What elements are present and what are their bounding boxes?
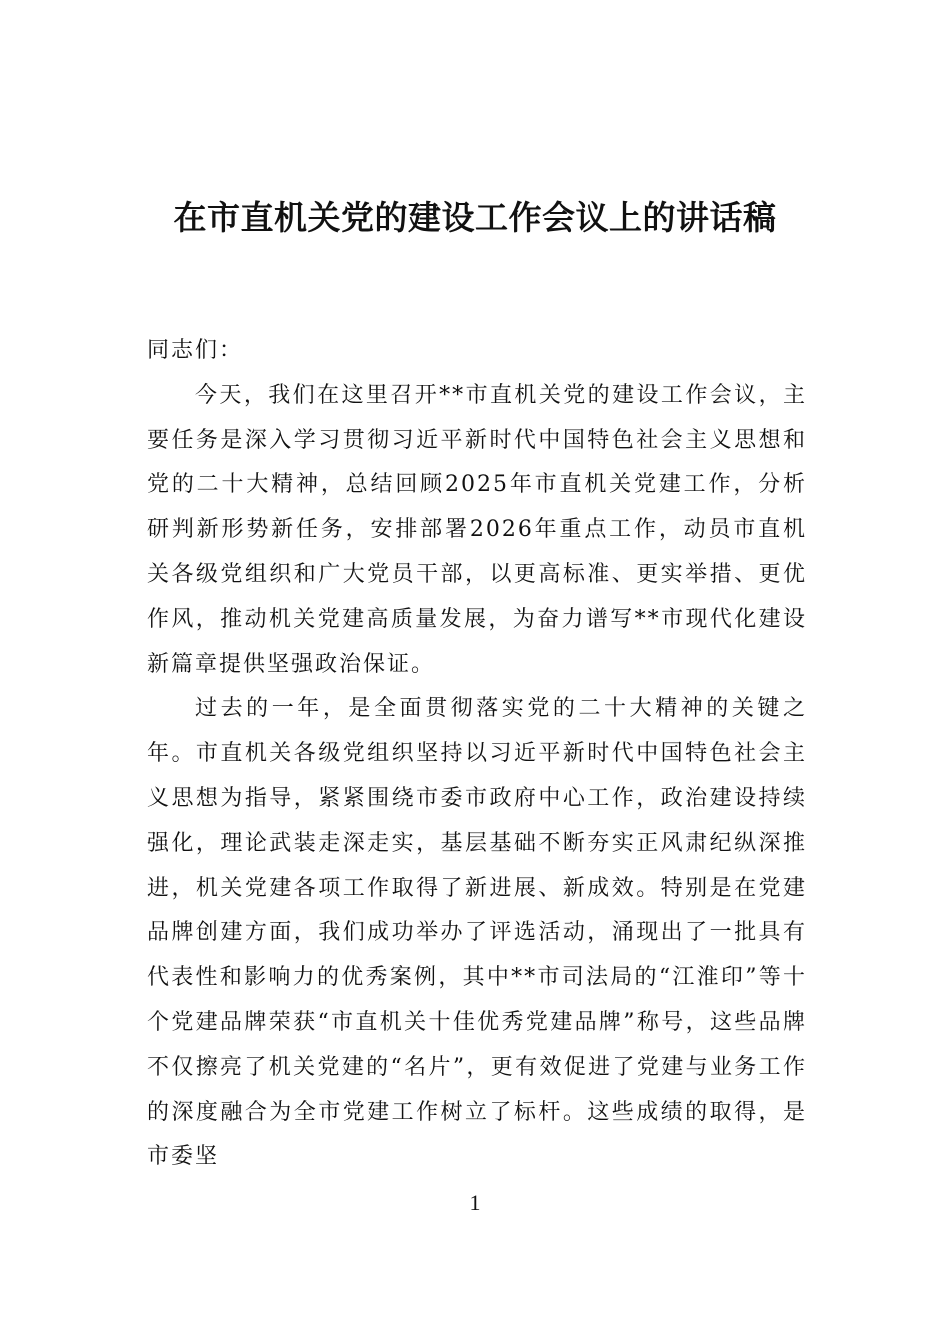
paragraph-review: 过去的一年，是全面贯彻落实党的二十大精神的关键之年。市直机关各级党组织坚持以习近平新时代中国特色社会主义思想为指导，紧紧围绕市委市政府中心工作，政治建设持续强化，理论武装走深走实，基层基础不断夯实正风肃纪纵深推进，机关党建各项工作取得了新进展、新成效。特别是在党建品牌创建方面，我们成功举办了评选活动，涌现出了一批具有代表性和影响力的优秀案例，其中**市司法局的“江淮印”等十个党建品牌荣获“市直机关十佳优秀党建品牌”称号，这些品牌不仅擦亮了机关党建的“名片”，更有效促进了党建与业务工作的深度融合为全市党建工作树立了标杆。这些成绩的取得，是市委坚	[147, 696, 807, 1170]
document-body	[147, 329, 807, 1180]
document-title: 在市直机关党的建设工作会议上的讲话稿	[173, 198, 777, 237]
page-number: 1	[469, 1190, 481, 1215]
salutation: 同志们：	[147, 338, 244, 363]
paragraph-opening: 今天，我们在这里召开**市直机关党的建设工作会议，主要任务是深入学习贯彻习近平新时代中国特色社会主义思想和党的二十大精神，总结回顾2025年市直机关党建工作，分析研判新形势新任务，安排部署2026年重点工作，动员市直机关各级党组织和广大党员干部，以更高标准、更实举措、更优作风，推动机关党建高质量发展，为奋力谱写**市现代化建设新篇章提供坚强政治保证。	[147, 382, 807, 677]
